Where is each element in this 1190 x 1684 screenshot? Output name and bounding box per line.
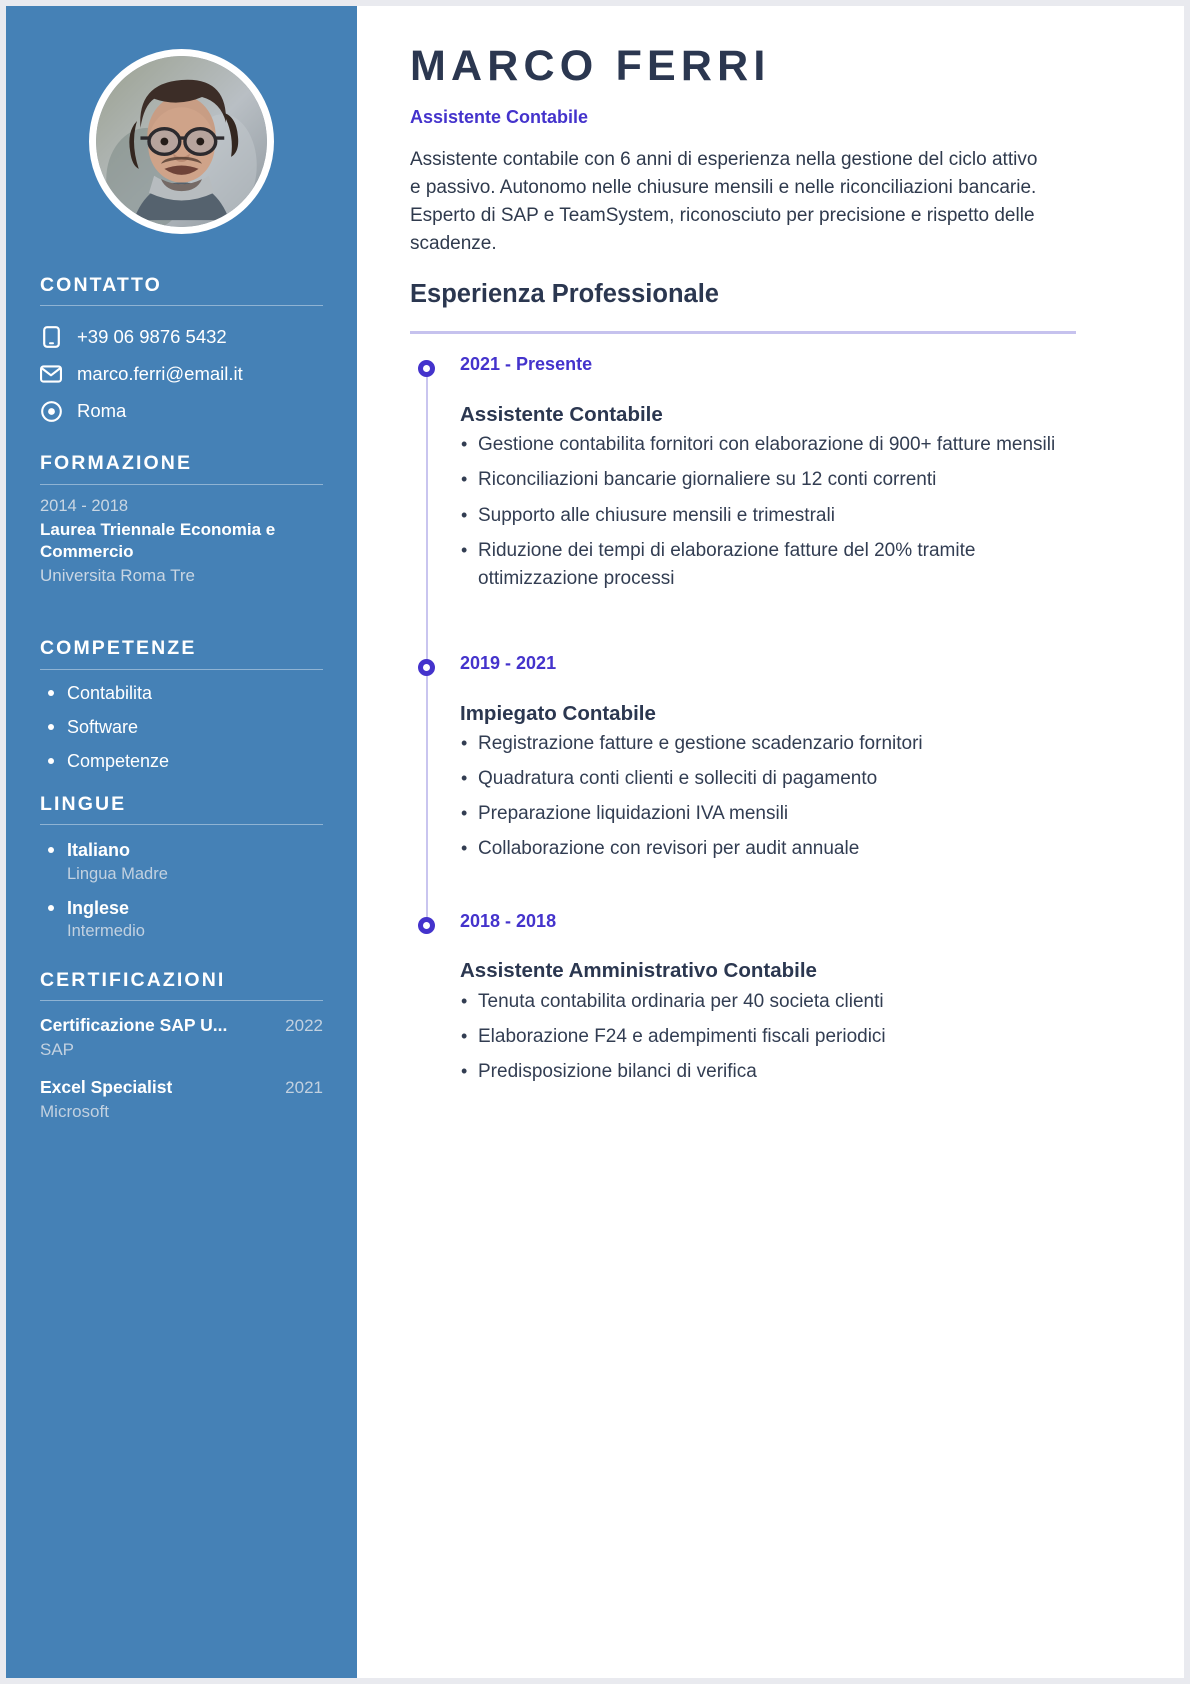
certification-item (40, 1015, 323, 1062)
list-item: • Tenuta contabilita ordinaria per 40 societa clienti (460, 988, 1076, 1016)
language-name: Italiano (67, 840, 131, 861)
experience-dates: 2018 - 2018 (460, 910, 557, 931)
experience-bullets (460, 431, 1076, 593)
education-school: Universita Roma Tre (40, 565, 195, 585)
language-name: Inglese (67, 897, 130, 918)
experience-item (460, 334, 1076, 633)
experience-dates: 2021 - Presente (460, 354, 593, 375)
avatar (89, 49, 274, 234)
list-item: • Quadratura conti clienti e solleciti di pagamento (460, 765, 1076, 793)
certification-header (40, 1077, 323, 1099)
phone-icon (40, 326, 62, 348)
section-formazione (40, 453, 323, 587)
contact-value-phone: +39 06 9876 5432 (77, 326, 227, 348)
experience-role: Assistente Amministrativo Contabile (460, 959, 817, 983)
experience-timeline (410, 334, 1076, 1086)
section-title-competenze: COMPETENZE (40, 637, 197, 660)
languages-list (40, 839, 323, 944)
list-item: Software (40, 718, 323, 736)
timeline-dot-icon (418, 360, 435, 377)
list-item: • Riduzione dei tempi di elaborazione fatture del 20% tramite ottimizzazione processi (460, 537, 1076, 593)
list-item: • Gestione contabilita fornitori con elaborazione di 900+ fatture mensili (460, 431, 1076, 459)
list-item: • Riconciliazioni bancarie giornaliere su 12 conti correnti (460, 466, 1076, 494)
main-content (357, 6, 1184, 1678)
certification-year: 2022 (285, 1016, 323, 1036)
list-item: • Elaborazione F24 e adempimenti fiscali periodici (460, 1023, 1076, 1051)
certification-item (40, 1077, 323, 1124)
email-icon (40, 363, 62, 385)
contact-value-email: marco.ferri@email.it (77, 363, 243, 385)
contact-value-location: Roma (77, 400, 127, 422)
list-item: • Predisposizione bilanci di verifica (460, 1058, 1076, 1086)
section-divider (40, 1000, 323, 1001)
contact-item-location[interactable] (40, 398, 323, 424)
certification-name: Excel Specialist (40, 1076, 173, 1097)
list-item: • Collaborazione con revisori per audit annuale (460, 835, 1076, 863)
language-level: Intermedio (67, 922, 145, 941)
section-divider (40, 484, 323, 485)
section-title-esperienza: Esperienza Professionale (410, 280, 719, 309)
list-item: Contabilita (40, 684, 323, 702)
certification-header (40, 1015, 323, 1037)
section-divider (40, 305, 323, 306)
list-item: • Preparazione liquidazioni IVA mensili (460, 800, 1076, 828)
section-lingue (40, 794, 323, 944)
experience-role: Assistente Contabile (460, 402, 663, 426)
list-item: • Supporto alle chiusure mensili e trimestrali (460, 502, 1076, 530)
list-item (40, 839, 323, 886)
experience-bullets (460, 730, 1076, 863)
section-title-certificazioni: CERTIFICAZIONI (40, 968, 226, 991)
contact-item-email[interactable] (40, 361, 323, 387)
certification-issuer: SAP (40, 1040, 75, 1060)
section-title-contatto: CONTATTO (40, 274, 162, 296)
timeline-dot-icon (418, 659, 435, 676)
experience-dates: 2019 - 2021 (460, 652, 557, 673)
contact-list (40, 324, 323, 424)
language-level: Lingua Madre (67, 864, 168, 883)
section-divider (40, 824, 323, 825)
section-title-lingue: LINGUE (40, 792, 127, 815)
list-item: Competenze (40, 752, 323, 770)
certification-name: Certificazione SAP U... (40, 1015, 228, 1036)
location-icon (40, 400, 62, 422)
experience-bullets (460, 988, 1076, 1086)
education-degree: Laurea Triennale Economia e Commercio (40, 519, 276, 562)
certification-issuer: Microsoft (40, 1101, 109, 1121)
section-divider (40, 669, 323, 670)
list-item: • Registrazione fatture e gestione scadenzario fornitori (460, 730, 1076, 758)
experience-item (460, 891, 1076, 1087)
page-title: MARCO FERRI (410, 42, 771, 90)
certification-year: 2021 (285, 1077, 323, 1097)
section-competenze (40, 638, 323, 769)
timeline-dot-icon (418, 917, 435, 934)
avatar-wrapper (6, 6, 357, 234)
education-dates: 2014 - 2018 (40, 496, 129, 515)
education-item (40, 495, 323, 588)
professional-headline: Assistente Contabile (410, 107, 589, 128)
section-certificazioni (40, 970, 323, 1124)
professional-summary: Assistente contabile con 6 anni di esperienza nella gestione del ciclo attivo e passivo. Autonomo nelle chiusure mensili e nelle riconciliazioni bancarie. Esperto di SAP e TeamSystem, riconosciuto per precisione e rispetto delle scadenze. (410, 148, 1038, 254)
profile-photo-illustration (96, 56, 267, 227)
section-contatto (40, 275, 323, 424)
experience-item (460, 633, 1076, 891)
experience-role: Impiegato Contabile (460, 701, 656, 725)
list-item (40, 897, 323, 944)
skills-list (40, 684, 323, 770)
contact-item-phone[interactable] (40, 324, 323, 350)
timeline-axis (426, 366, 428, 931)
section-title-formazione: FORMAZIONE (40, 452, 193, 475)
sidebar (6, 6, 357, 1678)
